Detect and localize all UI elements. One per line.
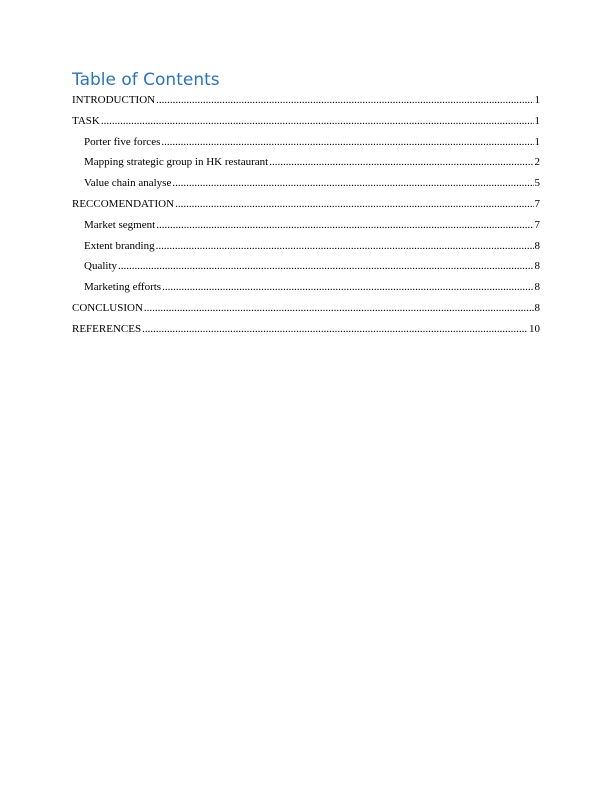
toc-entry-label: Marketing efforts xyxy=(84,281,162,294)
toc-entry-references[interactable] xyxy=(72,319,540,340)
toc-entry-task[interactable] xyxy=(72,111,540,132)
toc-entry-porter-five-forces[interactable] xyxy=(72,132,540,153)
toc-entry-extent-branding[interactable] xyxy=(72,236,540,257)
toc-entry-label: CONCLUSION xyxy=(72,301,143,314)
toc-entry-label: Porter five forces xyxy=(84,135,161,148)
toc-dot-leader xyxy=(144,298,534,319)
toc-page-number: 1 xyxy=(534,135,540,148)
toc-dot-leader xyxy=(172,173,533,194)
toc-dot-leader xyxy=(142,319,528,340)
toc-page-number: 7 xyxy=(534,218,540,231)
toc-page-number: 2 xyxy=(534,156,540,169)
toc-page-number: 8 xyxy=(534,239,540,252)
toc-entry-conclusion[interactable] xyxy=(72,298,540,319)
toc-entry-introduction[interactable] xyxy=(72,90,540,111)
toc-page-number: 1 xyxy=(534,94,540,106)
toc-entry-label: Mapping strategic group in HK restaurant xyxy=(84,156,269,169)
toc-page-number: 7 xyxy=(534,197,540,210)
toc-entry-label: RECCOMENDATION xyxy=(72,197,175,210)
toc-entry-label: Extent branding xyxy=(84,239,155,252)
toc-entry-mapping-strategic-group[interactable] xyxy=(72,152,540,173)
toc-entry-quality[interactable] xyxy=(72,256,540,277)
toc-dot-leader xyxy=(162,277,533,298)
toc-entry-marketing-efforts[interactable] xyxy=(72,277,540,298)
toc-dot-leader xyxy=(156,236,534,257)
toc-entry-label: Value chain analyse xyxy=(84,177,172,190)
toc-dot-leader xyxy=(101,111,534,132)
toc-entry-label: Market segment xyxy=(84,218,156,231)
toc-page-number: 5 xyxy=(534,177,540,190)
toc-dot-leader xyxy=(175,194,533,215)
toc-entry-label: INTRODUCTION xyxy=(72,94,156,106)
toc-page-number: 8 xyxy=(534,281,540,294)
toc-entry-reccomendation[interactable] xyxy=(72,194,540,215)
toc-dot-leader xyxy=(269,152,533,173)
toc-dot-leader xyxy=(156,90,533,111)
toc-entry-value-chain-analyse[interactable] xyxy=(72,173,540,194)
toc-title: Table of Contents xyxy=(72,70,220,90)
toc-page-number: 1 xyxy=(534,114,540,127)
toc-list xyxy=(72,90,540,340)
toc-page-number: 10 xyxy=(529,322,540,335)
toc-page-number: 8 xyxy=(534,260,540,273)
toc-dot-leader xyxy=(118,256,534,277)
toc-dot-leader xyxy=(156,215,533,236)
toc-page-number: 8 xyxy=(534,301,540,314)
toc-entry-label: Quality xyxy=(84,260,117,273)
toc-dot-leader xyxy=(161,132,533,153)
toc-entry-label: TASK xyxy=(72,114,100,127)
toc-entry-market-segment[interactable] xyxy=(72,215,540,236)
toc-entry-label: REFERENCES xyxy=(72,322,142,335)
